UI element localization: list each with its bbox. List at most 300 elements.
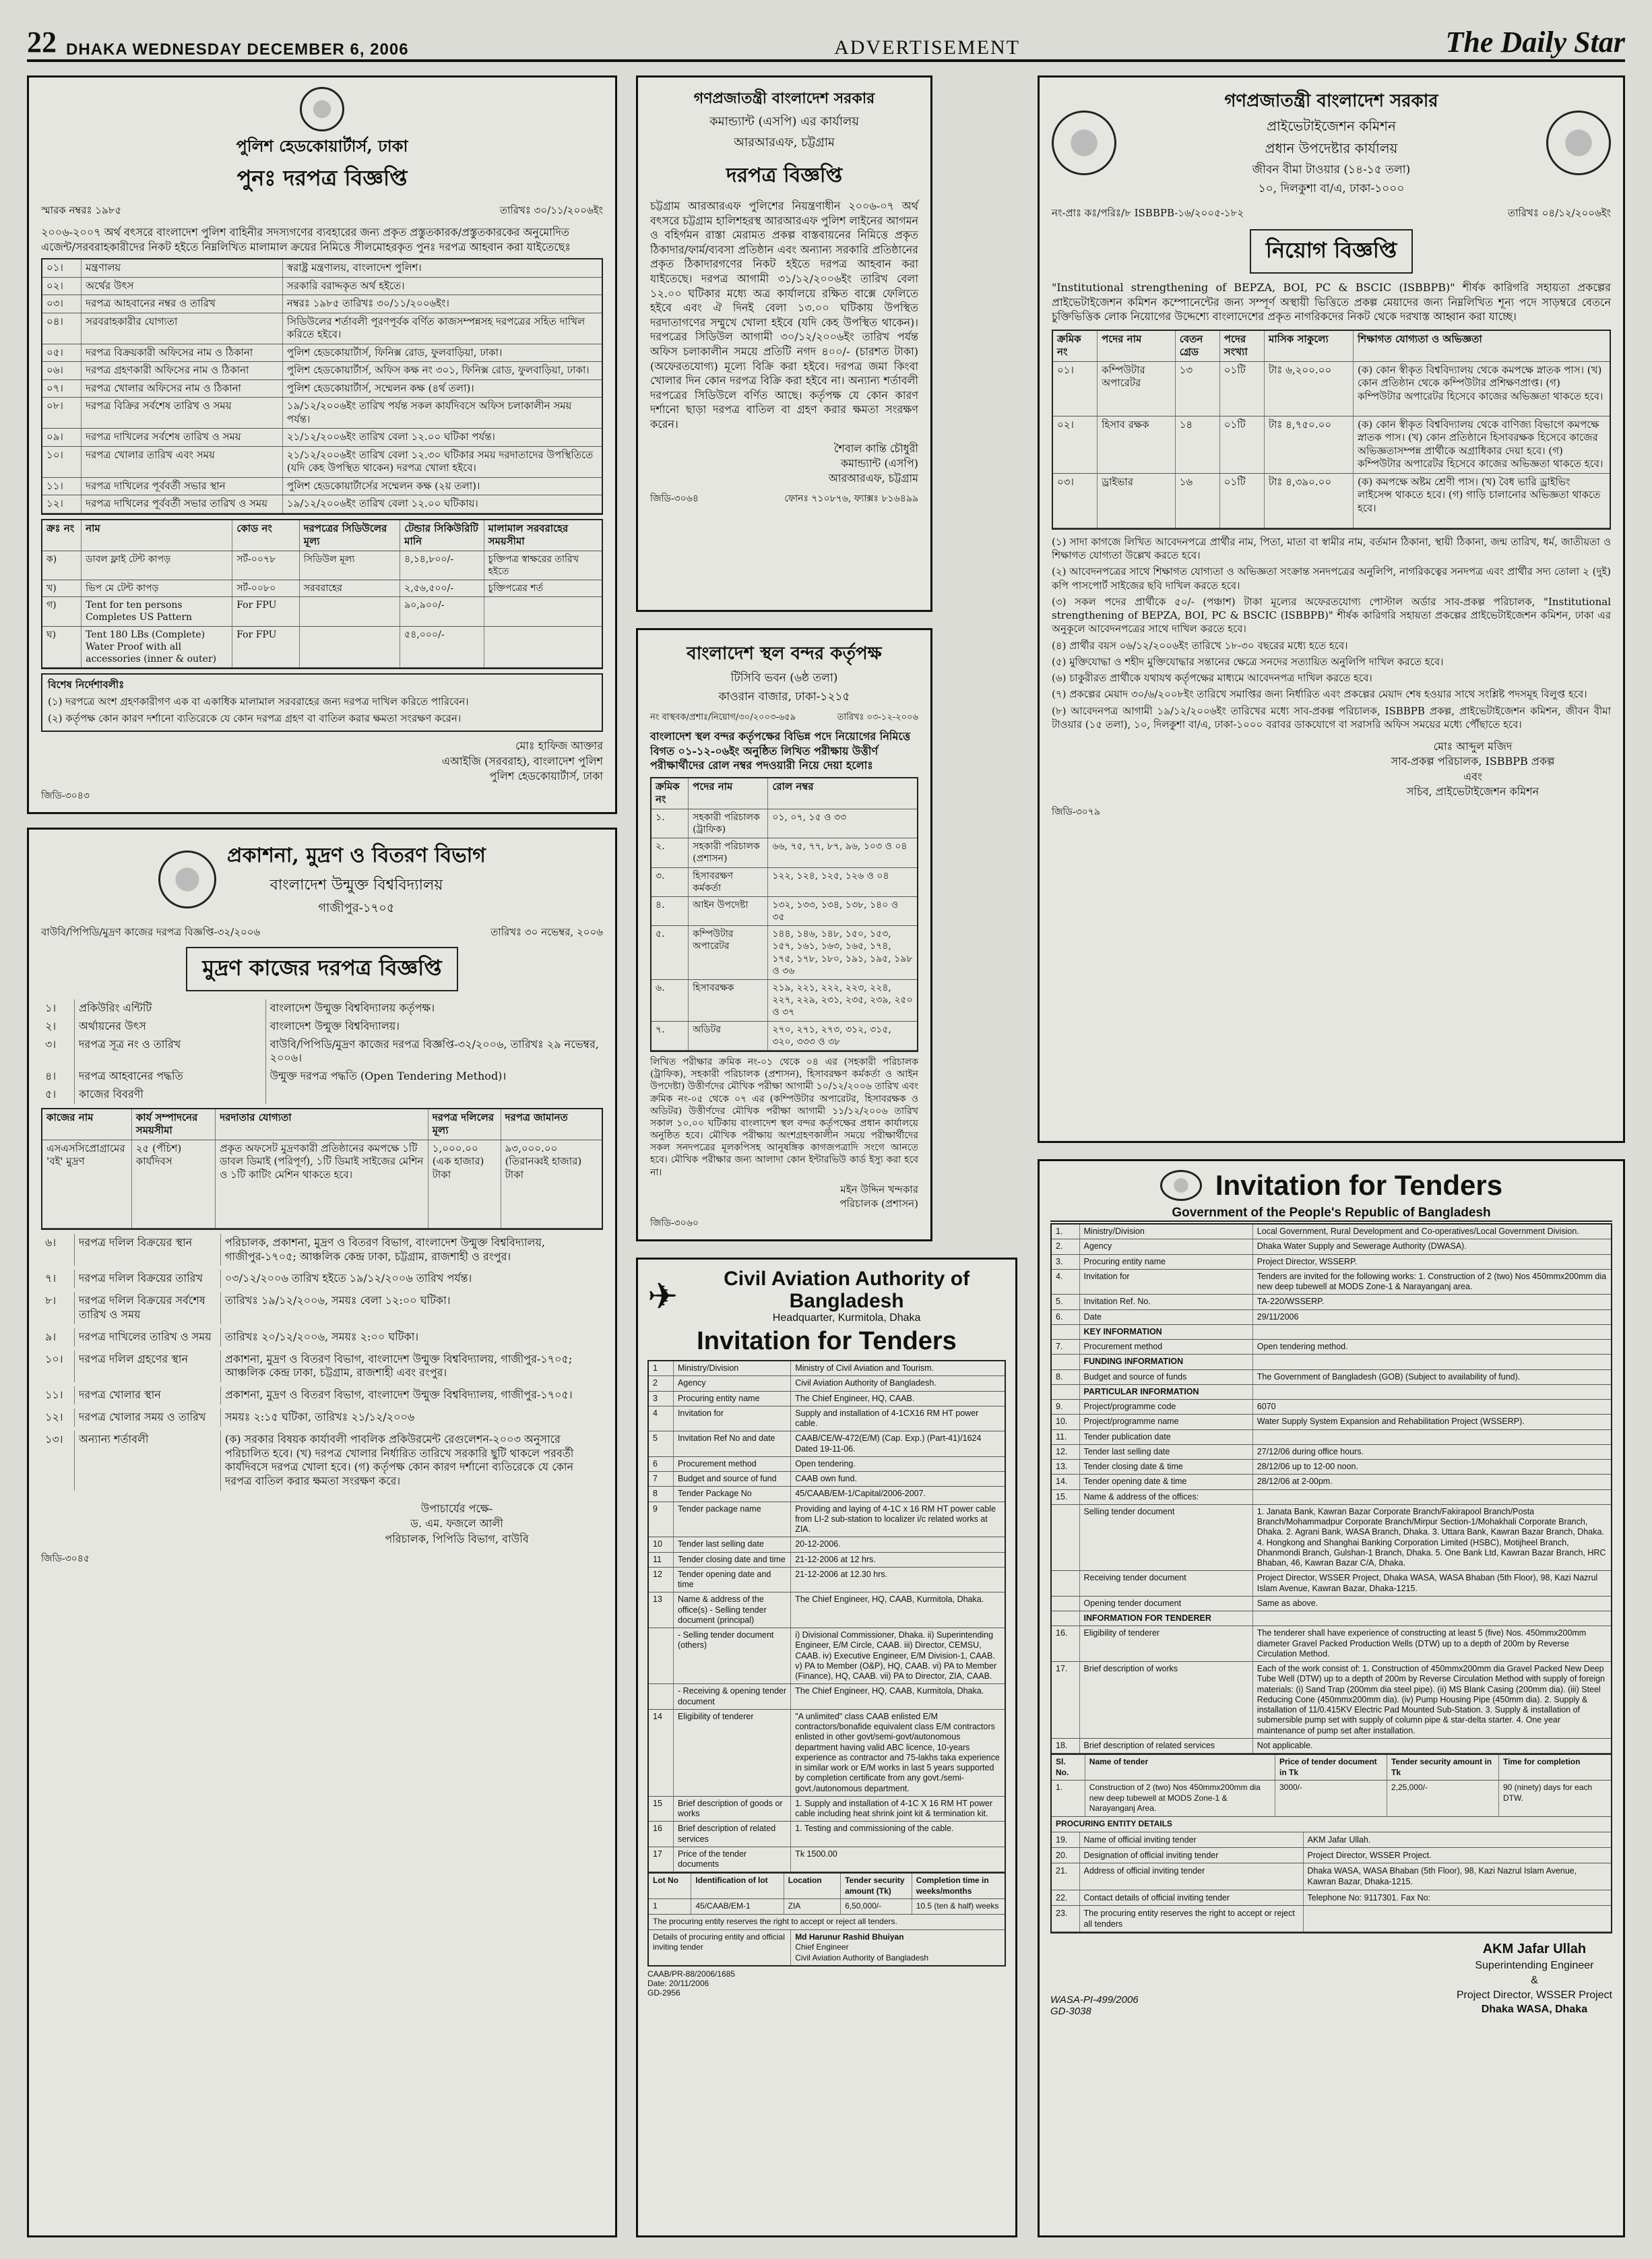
table-cell: ১। [41, 999, 75, 1018]
column-header: Time for completion [1502, 1757, 1581, 1766]
table-cell: ০১টি [1220, 362, 1265, 416]
privatization-posts-table [1052, 330, 1611, 530]
table-cell: দরপত্র দলিল গ্রহণের স্থান [75, 1351, 221, 1383]
police-info-row [42, 429, 602, 447]
table-cell: ১১। [41, 1386, 75, 1404]
table-cell: Budget and source of fund [674, 1472, 791, 1486]
table-cell: Eligibility of tenderer [1080, 1626, 1253, 1661]
privatization-gov: গণপ্রজাতন্ত্রী বাংলাদেশ সরকার [1224, 91, 1438, 111]
table-cell: ক) [42, 551, 82, 580]
police-info-row [42, 344, 602, 363]
table-cell: ৬৬, ৭৫, ৭৭, ৮৭, ৯৬, ১০৩ ও ০৪ [772, 841, 908, 853]
table-cell: CAAB/CE/W-472(E/M) (Cap. Exp.) (Part-41)/1624 Dated 19-11-06. [795, 1433, 982, 1454]
table-cell: হিসাব রক্ষক [1098, 416, 1176, 473]
page-header-left [27, 25, 409, 59]
caab-info-row [649, 1431, 1005, 1457]
table-cell: ৮। [41, 1292, 75, 1324]
table-cell: Ministry of Civil Aviation and Tourism. [795, 1363, 934, 1373]
table-cell: 12. [1052, 1445, 1080, 1459]
table-cell: 19. [1052, 1832, 1080, 1847]
table-cell: সিডিউল মূল্য [300, 551, 400, 580]
table-cell: বাংলাদেশ উন্মুক্ত বিশ্ববিদ্যালয়। [269, 1019, 400, 1032]
caab-ref1: CAAB/PR-88/2006/1685 [647, 1969, 736, 1979]
table-cell: বাংলাদেশ উন্মুক্ত বিশ্ববিদ্যালয় কর্তৃপক্ষ। [269, 1001, 435, 1014]
column-header: দরদাতার যোগ্যতা [216, 1109, 428, 1140]
wasa-title: Invitation for Tenders [1215, 1169, 1503, 1201]
table-cell: INFORMATION FOR TENDERER [1080, 1611, 1253, 1626]
bou-more-row [41, 1234, 603, 1266]
table-cell: খ) [42, 580, 82, 596]
row-label: দরপত্র আহবানের নম্বর ও তারিখ [82, 295, 283, 313]
table-cell: 27/12/06 during office hours. [1257, 1446, 1364, 1456]
column-header: দরপত্র দলিলের মূল্য [428, 1109, 501, 1140]
wasa-lot-no: 1. [1052, 1781, 1085, 1816]
table-cell: Opening tender document [1080, 1597, 1253, 1611]
privatization-addr2: ১০, দিলকুশা বা/এ, ঢাকা-১০০০ [1258, 182, 1405, 195]
privatization-addr1: জীবন বীমা টাওয়ার (১৪-১৫ তলা) [1252, 163, 1411, 177]
wasa-info-row [1052, 1626, 1611, 1662]
caab-title: Invitation for Tenders [697, 1327, 957, 1355]
police-emblem-icon [300, 87, 344, 131]
bou-memo: বাউবি/পিপিডি/মুদ্রণ কাজের দরপত্র বিজ্ঞপ্তি-৩২/২০০৬ [41, 926, 261, 938]
row-label: মন্ত্রণালয় [82, 259, 283, 277]
table-cell: তারিখঃ ১৯/১২/২০০৬, সময়ঃ বেলা ১২:০০ ঘটিকা। [224, 1294, 451, 1307]
row-value: পুলিশ হেডকোয়ার্টার্স, সম্মেলন কক্ষ (৪র্থ তলা)। [286, 381, 474, 394]
rrf-body: চট্টগ্রাম আরআরএফ পুলিশের নিয়ন্ত্রণাধীন ২০০৬-০৭ অর্থ বৎসরে চট্টগ্রাম হালিশহরস্থ আরআরএফ পুলিশ লাইনের আগমন ও বহির্গমন রাস্তা মেরামত প্রকল্প বাস্তবায়নের নিমিত্তে প্রকৃত ঠিকাদার/ফার্ম/ব্যবসা প্রতিষ্ঠান এবং অন্যান্য সরকারি প্রতিষ্ঠানের প্রকৃত ঠিকাদারগণের নিকট হইতে দরপত্র আহবান করা যাইতেছে। দরপত্র আগামী ৩১/১২/২০০৬ইং তারিখ বেলা ১২.০০ ঘটিকার মধ্যে অত্র কার্যালয়ে রক্ষিত বাক্সে ফেলিতে হইবে এবং ঐ দিনই বেলা ১৩.০০ ঘটিকায় উপস্থিত দরদাতাগণের সম্মুখে খোলা হইবে (যদি কেহ উপস্থিত থাকেন)। দরপত্রের সিডিউল আগামী ৩০/১২/২০০৬ইং তারিখ পর্যন্ত অফিস চলাকালীন সময়ে প্রতিটি নগদ ৪০০/- (চারশত টাকা) (অফেরতযোগ্য) মূল্যে বিক্রি করা হইবে। দরপত্র জমা কিংবা খোলার দিন কোন দরপত্র বিক্রি করা হইবে না। অন্যান্য শর্তাবলী দরপত্রের সিডিউলে বর্ণিত আছে। কর্তৃপক্ষ যে কোন কারণ দর্শানো ছাড়া দরপত্র বাতিল বা গ্রহণ করার ক্ষমতা সংরক্ষণ করেন। [650, 199, 918, 431]
table-cell: Procuring entity name [674, 1392, 791, 1406]
caab-row-19-label: Details of procuring entity and official inviting tender [649, 1930, 791, 1966]
table-cell: 8. [1052, 1370, 1080, 1384]
landport-addr1: টিসিবি ভবন (৬ষ্ঠ তলা) [730, 671, 838, 685]
table-cell: 13 [649, 1592, 674, 1628]
table-cell: ৯। [41, 1328, 75, 1347]
bou-addr: গাজীপুর-১৭০৫ [318, 901, 395, 915]
wasa-info-row [1052, 1662, 1611, 1739]
table-cell: 10. [1052, 1415, 1080, 1429]
table-cell: Name & address of the offices: [1080, 1490, 1253, 1504]
row-number: ০৬। [42, 362, 82, 379]
privatization-office: প্রাইভেটাইজেশন কমিশন [1267, 118, 1396, 134]
table-cell: 1. [1052, 1225, 1080, 1239]
wasa-tender-ad [1038, 1159, 1625, 2237]
police-notes-title: বিশেষ নির্দেশাবলীঃ [48, 679, 125, 691]
landport-memo-line [650, 711, 918, 725]
bou-work-security: ৯৩,০০০.০০ (তিরানব্বই হাজার) টাকা [505, 1142, 582, 1181]
row-label: দরপত্র বিক্রির সর্বশেষ তারিখ ও সময় [82, 398, 283, 428]
table-cell: কম্পিউটার অপারেটর [689, 926, 768, 979]
table-cell: ১২। [41, 1409, 75, 1427]
rrf-signer-unit: আরআরএফ, চট্টগ্রাম [828, 472, 918, 485]
caab-info-row [649, 1537, 1005, 1552]
table-cell [484, 597, 602, 625]
bou-info-row [41, 1036, 603, 1068]
privatization-date: তারিখঃ ০৪/১২/২০০৬ইং [1507, 207, 1611, 219]
table-cell: 15. [1052, 1490, 1080, 1504]
rrf-tender-ad [636, 75, 932, 612]
table-cell: 29/11/2006 [1257, 1311, 1299, 1322]
table-cell: প্রকিউরিং এন্টিটি [75, 999, 266, 1018]
table-cell: Open tendering. [795, 1458, 856, 1468]
table-cell: ৪। [41, 1067, 75, 1086]
table-cell: ১০। [41, 1351, 75, 1383]
wasa-info-row [1052, 1270, 1611, 1295]
wasa-info-row [1052, 1597, 1611, 1611]
police-info-row [42, 478, 602, 496]
table-cell: ০১টি [1220, 474, 1265, 528]
police-items-table [41, 519, 603, 670]
wasa-entity-row [1052, 1848, 1611, 1863]
column-header: নাম [82, 520, 232, 551]
table-cell [484, 627, 602, 668]
bou-signer: ড. এম. ফজলে আলী [410, 1517, 503, 1530]
condition-item: (৪) প্রার্থীর বয়স ০৬/১২/২০০৬ইং তারিখে ১৮-৩০ বছরের মধ্যে হতে হবে। [1052, 639, 1348, 652]
table-cell: Local Government, Rural Development and Co-operatives/Local Government Division. [1257, 1227, 1579, 1236]
table-cell: Procuring entity name [1080, 1255, 1253, 1269]
table-cell [1052, 1505, 1080, 1571]
table-cell: For FPU [232, 627, 300, 668]
table-cell: Ministry/Division [1080, 1225, 1253, 1239]
table-cell [1253, 1355, 1611, 1369]
table-cell: ০১টি [1220, 416, 1265, 473]
table-cell: 4 [649, 1406, 674, 1431]
row-number: ০৮। [42, 398, 82, 428]
police-signature [41, 739, 603, 784]
police-items-body [42, 551, 602, 669]
table-cell: দরপত্র সূত্র নং ও তারিখ [75, 1036, 266, 1068]
table-cell: CAAB own fund. [795, 1474, 857, 1483]
column-header: Location [784, 1874, 841, 1898]
table-cell: The Chief Engineer, HQ, CAAB. [795, 1393, 915, 1403]
table-cell: 45/CAAB/EM-1/Capital/2006-2007. [795, 1489, 926, 1499]
row-number: ০৩। [42, 295, 82, 313]
privatization-signature [1052, 739, 1611, 800]
table-cell: Open tendering method. [1257, 1342, 1348, 1351]
table-cell [649, 1684, 674, 1709]
row-label: দরপত্র বিক্রয়কারী অফিসের নাম ও ঠিকানা [82, 344, 283, 362]
privatization-post-row [1053, 474, 1610, 528]
table-cell: Tenders are invited for the following works: 1. Construction of 2 (two) Nos 450mmx200mm dia new deep tubewell at MODS Zone-1 & Narayanganj area. [1257, 1271, 1607, 1291]
wasa-entity-header-text: PROCURING ENTITY DETAILS [1056, 1818, 1172, 1828]
caab-info-row [649, 1592, 1005, 1628]
table-cell: 20-12-2006. [795, 1539, 841, 1549]
bou-memo-line [41, 925, 603, 941]
police-item-row [42, 597, 602, 626]
wasa-entity-row [1052, 1863, 1611, 1890]
bou-more-row [41, 1431, 603, 1491]
landport-title: বাংলাদেশ স্থল বন্দর কর্তৃপক্ষ [687, 644, 882, 664]
wasa-info-row [1052, 1255, 1611, 1270]
table-cell: 20. [1052, 1848, 1080, 1863]
column-header: Name of tender [1085, 1755, 1275, 1780]
column-header: পদের নাম [689, 778, 768, 809]
row-label: দরপত্র গ্রহণকারী অফিসের নাম ও ঠিকানা [82, 362, 283, 379]
wasa-refs [1050, 1994, 1139, 2017]
wasa-info-row [1052, 1739, 1611, 1754]
table-cell: ভিপ মে টেন্ট কাপড় [82, 580, 232, 596]
bou-work-name: এসএসসিপ্রোগ্রামের 'বই' মুদ্রণ [42, 1140, 132, 1228]
caab-info-row [649, 1406, 1005, 1432]
table-cell: Ministry/Division [674, 1361, 791, 1375]
dateline: DHAKA WEDNESDAY DECEMBER 6, 2006 [66, 40, 409, 59]
wasa-logo-icon [1160, 1170, 1202, 1201]
table-cell: For FPU [232, 597, 300, 625]
table-cell: - Receiving & opening tender document [674, 1684, 791, 1709]
police-item-row [42, 551, 602, 580]
page-number: 22 [27, 26, 57, 59]
table-cell: 14 [649, 1710, 674, 1796]
bou-emblem-icon [158, 850, 216, 908]
bou-more-row [41, 1351, 603, 1383]
table-cell: চুক্তিপত্র স্বাক্ষরের তারিখ হইতে [488, 553, 579, 577]
table-cell: PARTICULAR INFORMATION [1080, 1385, 1253, 1399]
caab-tender-ad [636, 1258, 1017, 2237]
wasa-info-row [1052, 1415, 1611, 1429]
rrf-gov: গণপ্রজাতন্ত্রী বাংলাদেশ সরকার [693, 90, 875, 107]
table-cell: Invitation Ref. No. [1080, 1295, 1253, 1309]
table-cell: 6 [649, 1457, 674, 1471]
privatization-signer-title: সাব-প্রকল্প পরিচালক, ISBBPB প্রকল্প [1391, 755, 1555, 768]
table-cell: ১৩ [1176, 362, 1220, 416]
table-cell: Name of official inviting tender [1080, 1832, 1304, 1847]
row-number: ১০। [42, 447, 82, 477]
govt-seal-icon [1052, 111, 1116, 175]
table-cell: ১৩২, ১৩৩, ১৩৪, ১৩৮, ১৪০ ও ৩৫ [772, 899, 899, 923]
caab-org: Civil Aviation Authority of Bangladesh [724, 1268, 970, 1312]
caab-info-row [649, 1797, 1005, 1822]
table-cell: উন্মুক্ত দরপত্র পদ্ধতি (Open Tendering Method)। [269, 1070, 507, 1083]
table-cell: 17. [1052, 1662, 1080, 1738]
table-cell: ১৩। [41, 1431, 75, 1491]
table-cell: 23. [1052, 1906, 1080, 1932]
police-notes [41, 673, 603, 732]
wasa-info-row [1052, 1340, 1611, 1355]
row-value: পুলিশ হেডকোয়ার্টার্সের সম্মেলন কক্ষ (২য় তলা)। [286, 479, 480, 492]
landport-roll-row [652, 897, 917, 926]
table-cell: ৭। [41, 1270, 75, 1288]
table-cell: বাউবি/পিপিডি/মুদ্রণ কাজের দরপত্র বিজ্ঞপ্তি-৩২/২০০৬, তারিখঃ ২৯ নভেম্বর, ২০০৬। [269, 1037, 599, 1065]
table-cell: 11. [1052, 1430, 1080, 1444]
table-cell: পরিচালক, প্রকাশনা, মুদ্রণ ও বিতরণ বিভাগ, বাংলাদেশ উন্মুক্ত বিশ্ববিদ্যালয়, গাজীপুর-১৭০৫; আঞ্চলিক কেন্দ্র ঢাকা, চট্টগ্রাম, রাজশাহী ও রংপুর। [224, 1235, 545, 1263]
row-number: ০১। [42, 259, 82, 277]
table-cell: ২,৫৬,৫০০/- [400, 580, 484, 596]
table-cell: 21. [1052, 1863, 1080, 1890]
table-cell [1052, 1571, 1080, 1596]
bou-title: মুদ্রণ কাজের দরপত্র বিজ্ঞপ্তি [186, 947, 457, 991]
row-number: ০২। [42, 278, 82, 295]
page-header [27, 20, 1625, 62]
table-cell: 3 [649, 1392, 674, 1406]
police-memo-line [41, 203, 603, 220]
table-cell: 10 [649, 1537, 674, 1551]
table-cell: ১৪ [1176, 416, 1220, 473]
table-cell: সময়ঃ ২:১৫ ঘটিকা, তারিখঃ ২১/১২/২০০৬ [224, 1410, 415, 1423]
wasa-info-row [1052, 1225, 1611, 1239]
table-cell [1253, 1430, 1611, 1444]
column-header: Tender security amount in Tk [1387, 1755, 1499, 1780]
bou-univ: বাংলাদেশ উন্মুক্ত বিশ্ববিদ্যালয় [269, 877, 443, 894]
column-header: ক্রঃ নং [42, 520, 82, 551]
table-cell: Same as above. [1257, 1598, 1319, 1608]
landport-roll-row [652, 809, 917, 838]
bou-ref: জিডি-৩০৪৫ [41, 1553, 90, 1565]
bou-more-row [41, 1270, 603, 1288]
table-cell: (ক) কমপক্ষে অষ্টম শ্রেণী পাস। (খ) বৈধ ভারি ড্রাইভিং লাইসেন্স থাকতে হবে। (গ) গাড়ি চালানোর অভিজ্ঞতা থাকতে হবে। [1358, 475, 1601, 514]
table-cell: The Chief Engineer, HQ, CAAB, Kurmitola, Dhaka. [795, 1686, 984, 1696]
table-cell: Tent 180 LBs (Complete) Water Proof with all accessories (inner & outer) [82, 627, 232, 668]
table-cell: আইন উপদেষ্টা [689, 897, 768, 925]
rrf-ref: জিডি-৩০৬৪ [650, 493, 699, 504]
wasa-lot-row [1052, 1781, 1611, 1817]
table-cell: গ) [42, 597, 82, 625]
police-tender-ad [27, 75, 617, 814]
wasa-info-row [1052, 1400, 1611, 1415]
table-cell: Project Director, WSSER Project, Dhaka WASA, WASA Bhaban (5th Floor), 98, Kazi Nazrul Islam Avenue, Kawran Bazar, Dhaka-1215. [1257, 1573, 1598, 1593]
table-cell: 2. [1052, 1239, 1080, 1254]
table-cell: Designation of official inviting tender [1080, 1848, 1304, 1863]
table-cell: KEY INFORMATION [1080, 1325, 1253, 1339]
table-cell: Contact details of official inviting tender [1080, 1890, 1304, 1905]
rrf-signature [650, 441, 918, 487]
caab-refs [647, 1969, 1006, 1998]
table-cell: 1. Testing and commissioning of the cable. [795, 1824, 954, 1834]
table-cell: ০১। [1053, 362, 1098, 416]
table-cell: সর্ট-০০৭৮ [232, 551, 300, 580]
wasa-info-row [1052, 1430, 1611, 1445]
wasa-lot-table [1050, 1755, 1612, 1933]
wasa-info-table [1050, 1223, 1612, 1755]
landport-roll-row [652, 1022, 917, 1051]
row-number: ১১। [42, 478, 82, 495]
table-cell: Invitation Ref No and date [674, 1431, 791, 1456]
table-cell: 6070 [1257, 1402, 1276, 1411]
landport-roll-table [650, 777, 918, 1052]
table-cell: Brief description of goods or works [674, 1797, 791, 1822]
table-cell: ২। [41, 1018, 75, 1036]
table-cell: ৬। [41, 1234, 75, 1266]
privatization-header [1052, 87, 1611, 199]
table-cell: প্রকাশনা, মুদ্রণ ও বিতরণ বিভাগ, বাংলাদেশ উন্মুক্ত বিশ্ববিদ্যালয়, গাজীপুর-১৭০৫। [224, 1388, 573, 1402]
landport-signer-title: পরিচালক (প্রশাসন) [839, 1197, 918, 1210]
wasa-entity-row [1052, 1906, 1611, 1933]
landport-roll-header [652, 778, 917, 809]
table-cell [1052, 1355, 1080, 1369]
table-cell: 22. [1052, 1890, 1080, 1905]
table-cell: সর্ট-০০৮০ [232, 580, 300, 596]
privatization-posts-body [1053, 362, 1610, 528]
wasa-entity-header [1052, 1817, 1611, 1832]
caab-info-table [647, 1360, 1006, 1874]
caab-info-row [649, 1472, 1005, 1487]
table-cell: ০২। [1053, 416, 1098, 473]
police-date: তারিখঃ ৩০/১১/২০০৬ইং [499, 204, 603, 216]
column-header: Identification of lot [691, 1874, 784, 1898]
table-cell: The Government of Bangladesh (GOB) (Subject to availability of fund). [1257, 1371, 1521, 1382]
caab-lot-header [649, 1874, 1005, 1899]
bou-work-time: ২৫ (পঁচিশ) কার্যদিবস [132, 1140, 216, 1228]
table-cell [1052, 1385, 1080, 1399]
column-header: Price of tender document in Tk [1275, 1755, 1387, 1780]
condition-item: (৩) সকল পদের প্রার্থীকে ৫০/- (পঞ্চাশ) টাকা মূল্যের অফেরতযোগ্য পোস্টাল অর্ডার সাব-প্রকল্প পরিচালক, "Institutional strengthening of BEPZA, BOI, PC & BSCIC (ISBBPB)" শীর্ষক কারিগরি সহায়তা প্রকল্পের প্রাইভেটাইজেশন কমিশন, ঢাকা এর অনুকূলে আবেদনপত্রের সাথে দাখিল করতে হবে। [1052, 595, 1611, 636]
table-cell: 28/12/06 at 2-00pm. [1257, 1477, 1333, 1487]
row-number: ১২। [42, 495, 82, 513]
police-title: পুনঃ দরপত্র বিজ্ঞপ্তি [236, 165, 408, 191]
table-cell: Tk 1500.00 [795, 1849, 837, 1859]
police-items-header [42, 520, 602, 551]
table-cell: The tenderer shall have experience of constructing at least 5 (five) Nos. 450mmx200mm diameter Gravel Packed Production Wells (DTW) up to a depth of 200m by Reverse Circulation Method. [1257, 1628, 1587, 1659]
table-cell: ২১৯, ২২১, ২২২, ২২৩, ২২৪, ২২৭, ২২৯, ২৩১, ২৩৫, ২৩৯, ২৫০ ও ৩৭ [772, 983, 913, 1018]
police-ref: জিডি-৩০৪৩ [41, 791, 90, 802]
privatization-signer: মোঃ আব্দুল মজিদ [1433, 740, 1513, 753]
table-cell: 4. [1052, 1270, 1080, 1295]
row-value: পুলিশ হেডকোয়ার্টার্স, ফিনিক্স রোড, ফুলবাড়িয়া, ঢাকা। [286, 346, 503, 359]
caab-info-row [649, 1487, 1005, 1502]
table-cell: ১২২, ১২৪, ১২৫, ১২৬ ও ০৪ [772, 870, 889, 881]
privatization-title-wrap [1052, 229, 1611, 274]
table-cell: Price of the tender documents [674, 1847, 791, 1872]
table-cell: ১৪৪, ১৪৬, ১৪৮, ১৫০, ১৫৩, ১৫৭, ১৬১, ১৬৩, ১৬৫, ১৭৪, ১৭৫, ১৭৮, ১৮০, ১৯১, ১৯৫, ১৯৮ ও ৩৬ [772, 929, 913, 977]
police-info-row [42, 380, 602, 398]
police-info-row [42, 398, 602, 429]
table-cell: অন্যান্য শর্তাবলী [75, 1431, 221, 1491]
table-cell: Not applicable. [1257, 1740, 1313, 1750]
table-cell: ৫। [41, 1086, 75, 1104]
table-cell: Project/programme code [1080, 1400, 1253, 1414]
column-header: Lot No [649, 1874, 691, 1898]
table-cell [1052, 1325, 1080, 1339]
table-cell: ৬. [652, 980, 689, 1021]
rrf-phone: ফোনঃ ৭১০৮৭৬, ফ্যাক্সঃ ৮১৬৪৯৯ [784, 493, 918, 504]
caab-info-row [649, 1553, 1005, 1568]
table-cell: Project Director, WSSER Project. [1307, 1850, 1432, 1860]
bou-more-list [41, 1234, 603, 1491]
police-item-row [42, 627, 602, 669]
table-cell: ৭. [652, 1022, 689, 1050]
table-cell: 21-12-2006 at 12 hrs. [795, 1554, 876, 1564]
police-info-row [42, 362, 602, 380]
condition-item: (৭) প্রকল্পের মেয়াদ ৩০/৬/২০০৮ইং তারিখে সমাপ্তির জন্য নির্ধারিত এবং প্রকল্পের মেয়াদ শেষ হওয়ার সাথে সংশ্লিষ্ট পদসমূহ বিলুপ্ত হবে। [1052, 688, 1587, 701]
wasa-info-row [1052, 1355, 1611, 1369]
table-cell: ৪,১৪,৮০০/- [400, 551, 484, 580]
table-cell [649, 1628, 674, 1683]
landport-addr2: কাওরান বাজার, ঢাকা-১২১৫ [718, 690, 850, 704]
table-cell: 1. Janata Bank, Kawran Bazar Corporate Branch/Fakirapool Branch/Posta Branch/Mohammadpur Corporate Branch/Mirpur Section-1/Mohakhali Corporate Branch, Dhaka. 2. Agrani Bank, WASA Branch, Dhaka. 3. Uttara Bank, Kawran Bazar Branch, Dhaka. 4. Hongkong and Shanghai Banking Corporation Limited (HSBC), Motijheel Branch, Dhanmondi Branch, Gulshan-1 Branch, Dhaka. 5. One Bank Ltd, Kawran Bazar Branch, HRC Bhaban, 46, Kawran Bazar C/A, Dhaka. [1257, 1506, 1606, 1568]
table-cell: Brief description of works [1080, 1662, 1253, 1738]
table-cell: Telephone No: 9117301. Fax No: [1307, 1892, 1431, 1902]
wasa-info-row [1052, 1475, 1611, 1489]
table-cell: Invitation for [674, 1406, 791, 1431]
table-cell: Each of the work consist of: 1. Construction of 450mmx200mm dia Gravel Packed New Deep Tube Well (DTW) up to a depth of 200m by Reverse Circulation Method with supply of foreign materials: (i) Sand Trap (200mm dia steel pipe). (ii) MS Blank Casing (200mm dia). (iii) Steel Reducing Cone (450mmx200mm dia). (iv) Pump Housing Pipe (450mm dia). 2. Supply & installation of 11/0.415KV Electric Pad Mounted Sub-Station. 3. Supply & installation of submersible pump set with supply of column pipe & star-delta starter. 4. One year maintenance of pump set after installation. [1257, 1664, 1606, 1735]
table-cell [1052, 1611, 1080, 1626]
condition-item: (৬) চাকুরীরত প্রার্থীকে যথাযথ কর্তৃপক্ষের মাধ্যমে আবেদনপত্র দাখিল করতে হবে। [1052, 672, 1372, 685]
condition-item: (৫) মুক্তিযোদ্ধা ও শহীদ মুক্তিযোদ্ধার সন্তানের ক্ষেত্রে সনদের সত্যায়িত অনুলিপি দাখিল করতে হবে। [1052, 655, 1444, 668]
table-cell: ২. [652, 838, 689, 867]
table-cell: 17 [649, 1847, 674, 1872]
table-cell: 7 [649, 1472, 674, 1486]
column-header: Sl. No. [1052, 1755, 1085, 1780]
table-cell: TA-220/WSSERP. [1257, 1297, 1325, 1307]
table-cell: Tender last selling date [674, 1537, 791, 1551]
table-cell: "A unlimited" class CAAB enlisted E/M contractors/bonafide equivalent class E/M contractors enlisted in other govt/semi-govt/autonomous department having valid ABC licence, 10-years experience as contractor and 75-lakhs taka experience in similar work or E/M works in last 5 years supported by completion certificate from any govt./semi-govt./autonomous department. [795, 1711, 1000, 1793]
table-cell: Dhaka WASA, WASA Bhaban (5th Floor), 98, Kazi Nazrul Islam Avenue, Kawran Bazar, Dhaka-1215. [1307, 1866, 1577, 1887]
table-cell: 9 [649, 1502, 674, 1537]
row-value: নম্বরঃ ১৯৮৫ তারিখঃ ৩০/১১/২০০৬ইং। [286, 297, 449, 310]
bou-signature [41, 1502, 603, 1547]
landport-date: তারিখঃ ০৩-১২-২০০৬ [837, 712, 918, 722]
caab-signer: Md Harunur Rashid Bhuiyan [795, 1931, 904, 1942]
wasa-lot-security: 2,25,000/- [1387, 1781, 1499, 1816]
table-cell: 9. [1052, 1400, 1080, 1414]
landport-roll-row [652, 838, 917, 867]
